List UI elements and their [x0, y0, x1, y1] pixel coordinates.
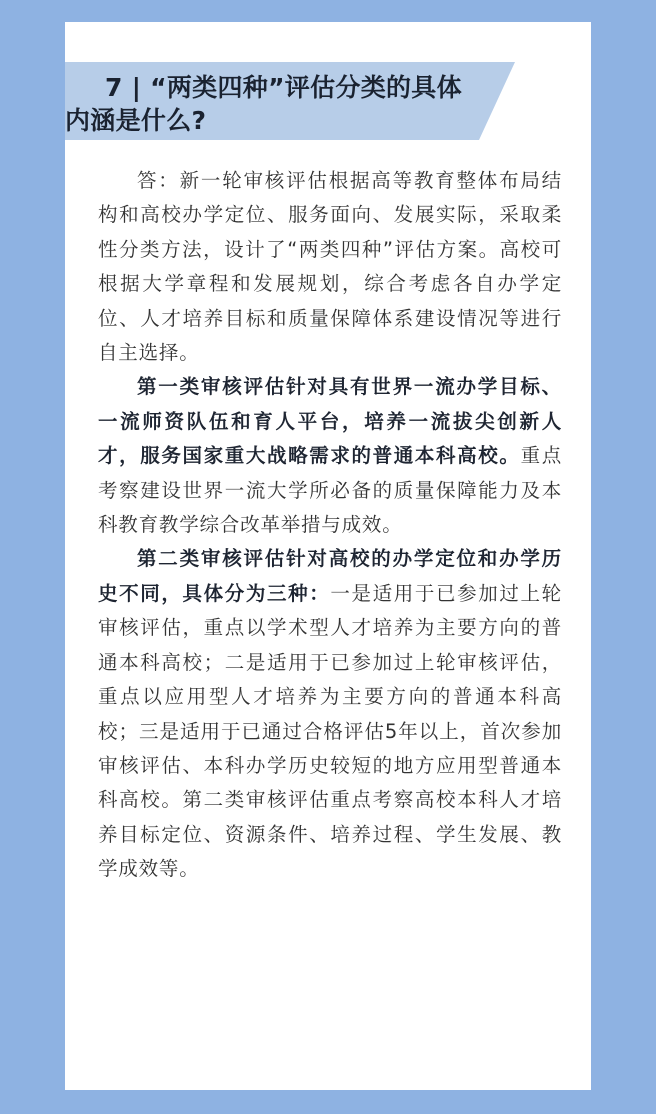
paragraph-second-category — [98, 542, 562, 886]
paragraph-answer-intro — [98, 164, 562, 370]
paragraph-3-emphasis: 第二类审核评估针对高校的办学定位和办学历史不同，具体分为三种： — [98, 547, 562, 605]
paragraph-2-emphasis: 第一类审核评估针对具有世界一流办学目标、一流师资队伍和育人平台，培养一流拔尖创新人才，服务国家重大战略需求的普通本科高校。 — [98, 375, 562, 468]
article-body — [98, 164, 562, 887]
paragraph-3-text: 一是适用于已参加过上轮审核评估，重点以学术型人才培养为主要方向的普通本科高校；二是适用于已参加过上轮审核评估，重点以应用型人才培养为主要方向的普通本科高校；三是适用于已通过合格评估5年以上，首次参加审核评估、本科办学历史较短的地方应用型普通本科高校。第二类审核评估重点考察高校本科人才培养目标定位、资源条件、培养过程、学生发展、教学成效等。 — [98, 581, 562, 881]
paragraph-first-category — [98, 370, 562, 542]
article-card — [65, 22, 591, 1090]
paragraph-1-text: 答：新一轮审核评估根据高等教育整体布局结构和高校办学定位、服务面向、发展实际，采取柔性分类方法，设计了“两类四种”评估方案。高校可根据大学章程和发展规划，综合考虑各自办学定位、人才培养目标和质量保障体系建设情况等进行自主选择。 — [98, 169, 562, 365]
section-title: 7 | “两类四种”评估分类的具体内涵是什么? — [65, 73, 462, 135]
paragraph-2-text: 重点考察建设世界一流大学所必备的质量保障能力及本科教育教学综合改革举措与成效。 — [98, 444, 562, 537]
